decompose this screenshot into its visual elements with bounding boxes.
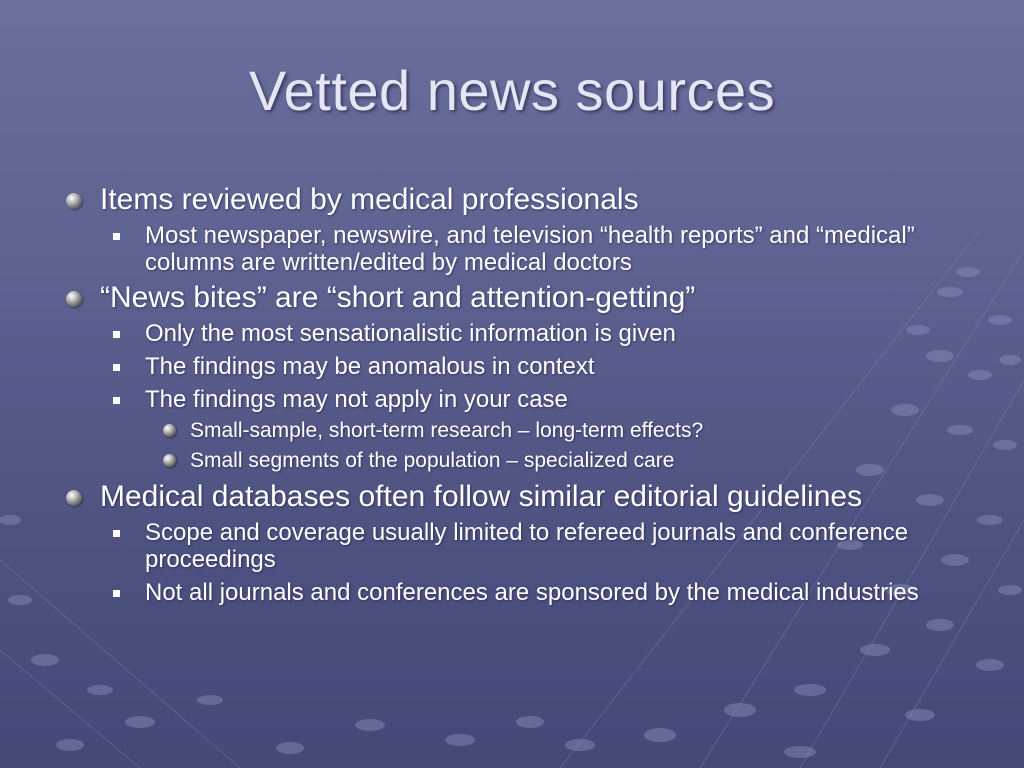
bullet-text: Medical databases often follow similar editorial guidelines [100,480,863,513]
square-bullet-icon [113,530,120,537]
bullet-level1 [66,282,946,314]
bullet-text: “News bites” are “short and attention-getting” [100,281,696,314]
bullet-level2 [113,579,946,606]
bullet-text: Items reviewed by medical professionals [100,183,639,216]
bullet-level2 [113,386,946,413]
square-bullet-icon [113,590,120,597]
sphere-bullet-icon [66,291,82,307]
bullet-text: Most newspaper, newswire, and television “health reports” and “medical” columns are written/edited by medical doctors [145,222,915,276]
bullet-list [66,180,946,606]
bullet-level2 [113,320,946,347]
square-bullet-icon [113,397,120,404]
bullet-level2 [113,353,946,380]
bullet-level2 [113,222,946,276]
bullet-level1 [66,184,946,216]
bullet-level3 [163,418,946,443]
sphere-bullet-icon [163,454,176,467]
sphere-bullet-icon [163,424,176,437]
bullet-text: Not all journals and conferences are sponsored by the medical industries [145,579,919,606]
square-bullet-icon [113,331,120,338]
bullet-level3 [163,448,946,473]
slide-title: Vetted news sources [248,59,776,122]
bullet-text: Scope and coverage usually limited to refereed journals and conference proceedings [145,519,909,573]
sphere-bullet-icon [66,193,82,209]
bullet-text: The findings may not apply in your case [145,386,568,413]
bullet-text: Small segments of the population – specialized care [190,449,675,472]
bullet-text: Only the most sensationalistic information is given [145,320,676,347]
bullet-level2 [113,519,946,573]
square-bullet-icon [113,233,120,240]
square-bullet-icon [113,364,120,371]
bullet-text: The findings may be anomalous in context [145,353,595,380]
bullet-level1 [66,481,946,513]
bullet-text: Small-sample, short-term research – long-term effects? [190,419,704,442]
sphere-bullet-icon [66,490,82,506]
